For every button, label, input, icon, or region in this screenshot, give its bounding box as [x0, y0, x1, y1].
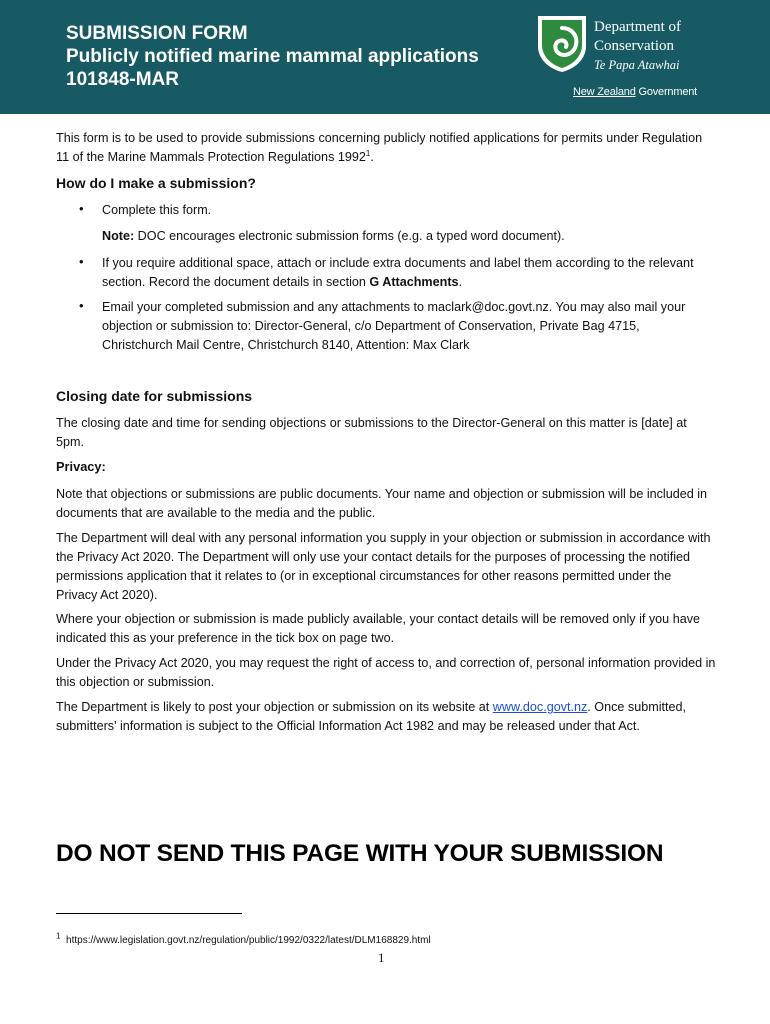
privacy-p5-end: . Once submitted, submitters' information is subject to the Official Information Act 1982 and may be released under that Act.: [56, 700, 686, 733]
footnote-number: 1: [56, 931, 61, 941]
nz-government-logo: [573, 86, 697, 98]
footnote-divider: [56, 913, 242, 914]
note-label: Note:: [102, 229, 135, 243]
logo-line-conservation: Conservation: [594, 38, 674, 54]
header-band: [0, 0, 770, 114]
logo-line-department: Department of: [594, 19, 682, 35]
logo-line-maori: Te Papa Atawhai: [594, 58, 680, 72]
privacy-paragraph-4: Under the Privacy Act 2020, you may request the right of access to, and correction of, personal information provided in this objection or submission.: [56, 656, 716, 689]
doc-website-link[interactable]: www.doc.govt.nz: [492, 700, 588, 714]
how-heading: How do I make a submission?: [56, 175, 256, 191]
bullet-additional-space: [102, 254, 712, 292]
title-line-application-type: Publicly notified marine mammal applications: [66, 46, 479, 67]
footnote: [56, 931, 431, 946]
intro-end: .: [370, 150, 374, 164]
page-number: 1: [378, 950, 385, 965]
bullet-2: •: [79, 254, 84, 269]
bullet-2-end: .: [458, 275, 463, 289]
bullet-email-submission: Email your completed submission and any attachments to maclark@doc.govt.nz. You may also mail your objection or submission to: Director-General, c/o Department of Conservation, Private Bag 4715, Christchurch Mail Centre, Christchurch 8140, Attention: Max Clark: [102, 300, 686, 352]
bullet-1: •: [79, 201, 84, 216]
bullet-complete-form: Complete this form.: [102, 203, 212, 217]
nz-government-suffix: Government: [635, 86, 698, 98]
do-not-send-warning: DO NOT SEND THIS PAGE WITH YOUR SUBMISSION: [56, 840, 664, 867]
note-text: DOC encourages electronic submission forms (e.g. a typed word document).: [134, 229, 565, 243]
intro-paragraph: [56, 129, 716, 167]
stray-mark: -: [57, 108, 60, 117]
privacy-paragraph-1: Note that objections or submissions are public documents. Your name and objection or submission will be included in documents that are available to the media and the public.: [56, 487, 708, 520]
note-line: [102, 227, 712, 246]
attachments-section-ref: G Attachments: [369, 275, 459, 289]
bullet-3: •: [79, 298, 84, 313]
footnote-url[interactable]: https://www.legislation.govt.nz/regulation/public/1992/0322/latest/DLM168829.html: [66, 935, 431, 946]
bullet-2-text: If you require additional space, attach or include extra documents and label them according to the relevant section. Record the document details in section: [102, 256, 694, 289]
nz-government-prefix: New Zealand: [573, 86, 636, 98]
privacy-heading: Privacy:: [56, 459, 106, 474]
privacy-paragraph-2: The Department will deal with any personal information you supply in your objection or submission in accordance with the Privacy Act 2020. The Department will only use your contact details for the purposes of processing the notified permissions application that it relates to (or in exceptional circumstances for other reasons permitted under the Privacy Act 2020).: [56, 531, 711, 602]
privacy-paragraph-5: [56, 698, 716, 736]
intro-footnote-ref: 1: [365, 148, 371, 158]
form-title: [66, 22, 479, 91]
closing-heading: Closing date for submissions: [56, 388, 253, 404]
intro-text: This form is to be used to provide submissions concerning publicly notified applications for permits under Regulation 11 of the Marine Mammals Protection Regulations 1992: [56, 131, 703, 164]
privacy-paragraph-3: Where your objection or submission is made publicly available, your contact details will be removed only if you have indicated this as your preference in the tick box on page two.: [56, 612, 700, 645]
title-line-reference: 101848-MAR: [66, 69, 179, 90]
closing-text: The closing date and time for sending objections or submissions to the Director-General on this matter is [date] at 5pm.: [56, 416, 687, 449]
title-line-submission-form: SUBMISSION FORM: [66, 23, 248, 44]
doc-logo-text: [594, 18, 681, 75]
doc-koru-shield-icon: [536, 14, 588, 74]
privacy-p5-start: The Department is likely to post your objection or submission on its website at: [56, 700, 493, 714]
